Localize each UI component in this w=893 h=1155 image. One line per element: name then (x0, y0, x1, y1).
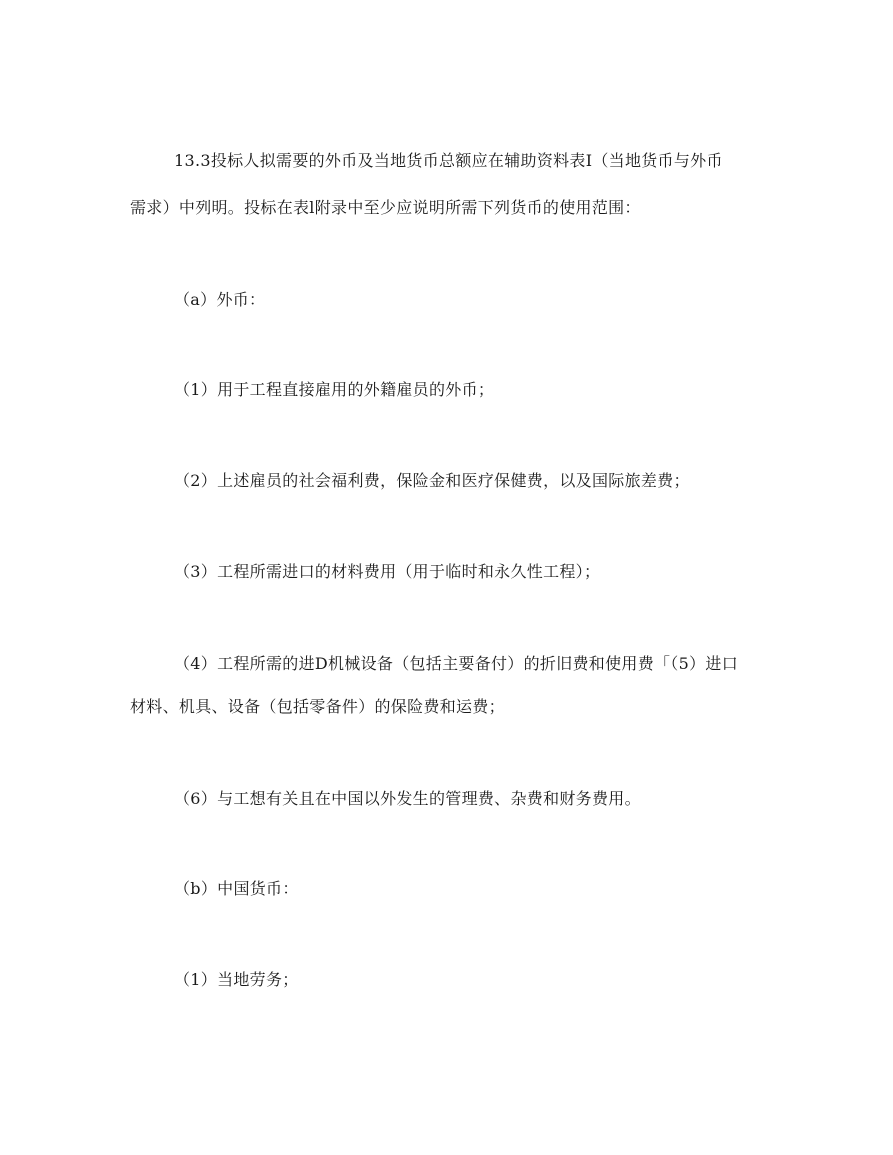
paragraph-13-3-line-2: 需求）中列明。投标在表l附录中至少应说明所需下列货币的使用范围： (130, 198, 641, 217)
paragraph-13-3-line-1: 13.3投标人拟需要的外币及当地货币总额应在辅助资料表I（当地货币与外币 (174, 151, 723, 170)
item-a-2: （2）上述雇员的社会福利费，保险金和医疗保健费，以及国际旅差费； (174, 471, 690, 490)
item-a-foreign-currency: （a）外币： (174, 290, 266, 309)
item-a-4-line-1: （4）工程所需的进D机械设备（包括主要备付）的折旧费和使用费「（5）进口 (174, 654, 738, 673)
item-b-chinese-currency: （b）中国货币： (174, 879, 299, 898)
item-b-1: （1）当地劳务； (174, 970, 299, 989)
item-a-4-line-2: 材料、机具、设备（包括零备件）的保险费和运费； (130, 697, 505, 716)
item-a-1: （1）用于工程直接雇用的外籍雇员的外币； (174, 380, 495, 399)
item-a-6: （6）与工想有关且在中国以外发生的管理费、杂费和财务费用。 (174, 789, 641, 808)
item-a-3: （3）工程所需进口的材料费用（用于临时和永久性工程）； (174, 562, 601, 581)
